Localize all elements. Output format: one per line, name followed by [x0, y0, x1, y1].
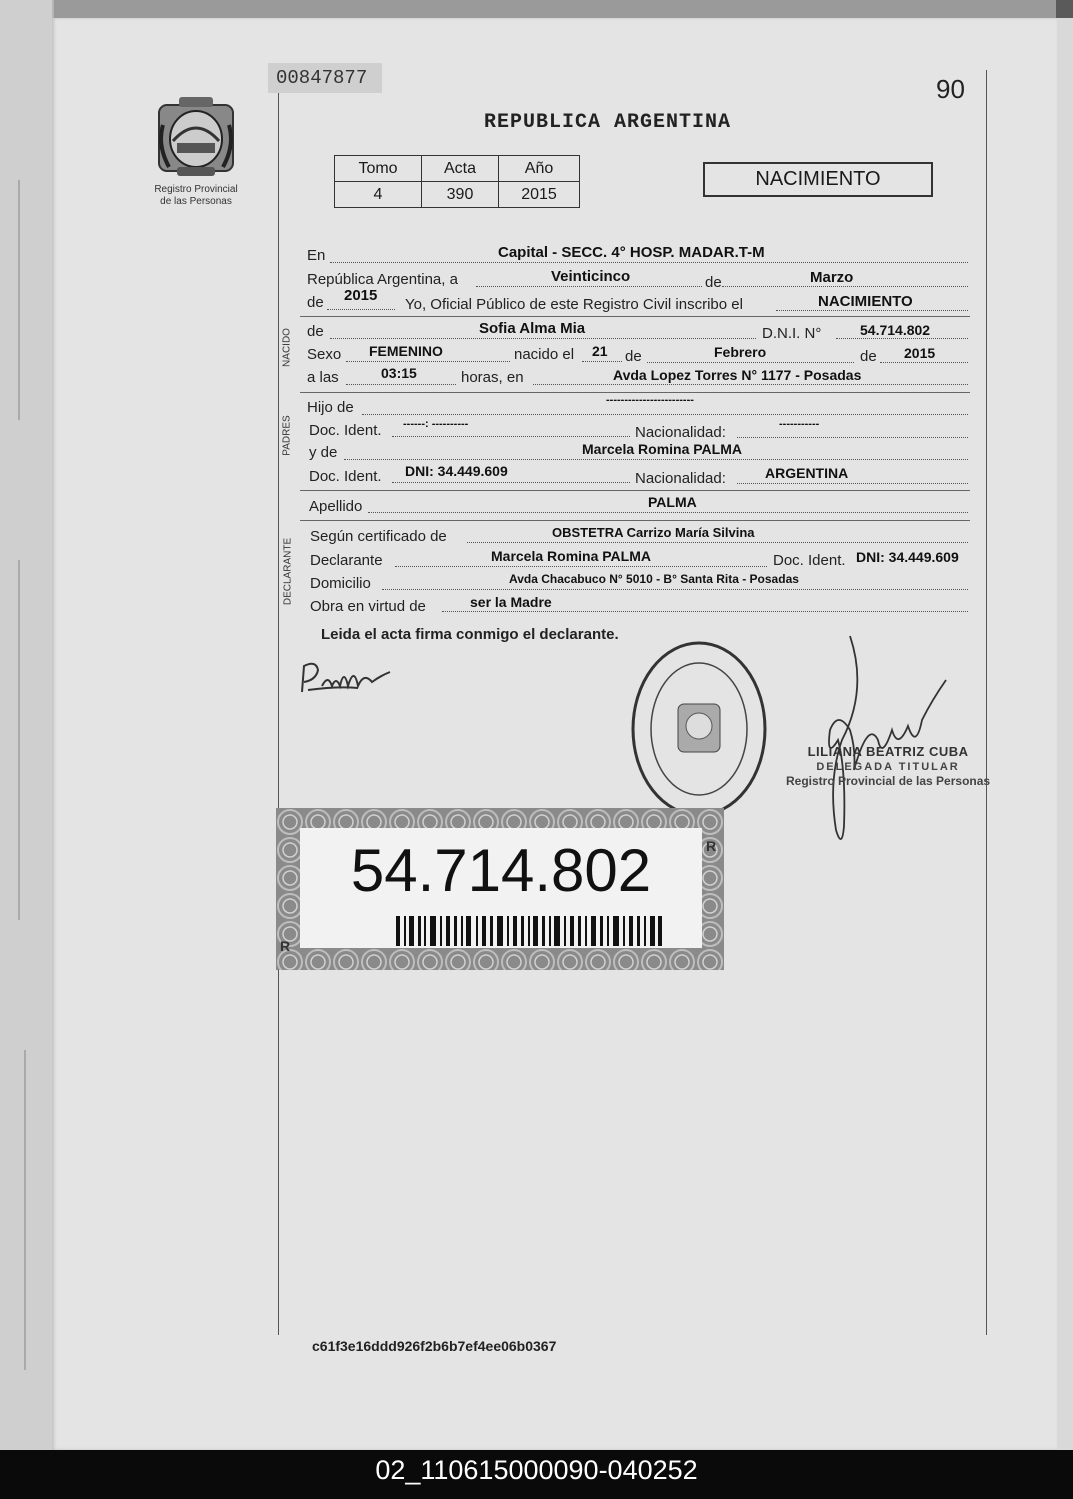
year-value: 2015 [344, 287, 378, 304]
horas-label: horas, en [461, 369, 524, 386]
inscribo-value: NACIMIENTO [818, 293, 913, 310]
official-block [786, 744, 990, 788]
official-signature [798, 630, 958, 850]
nac1-label: Nacionalidad: [635, 424, 726, 441]
doc2-value: DNI: 34.449.609 [405, 463, 508, 479]
registry-logo [146, 95, 246, 208]
side-label-declarante: DECLARANTE [282, 537, 294, 606]
left-page-edge [0, 0, 54, 1450]
document-title: REPUBLICA ARGENTINA [484, 111, 732, 134]
declarant-signature [298, 656, 398, 700]
dotted-line [776, 310, 968, 311]
dotted-line [395, 566, 767, 567]
section-divider [300, 316, 970, 317]
doc2-label: Doc. Ident. [309, 468, 382, 485]
republica-label: República Argentina, a [307, 271, 458, 288]
dotted-line [442, 611, 968, 612]
page-number: 90 [936, 74, 965, 104]
record-table [334, 155, 580, 208]
doc3-value: DNI: 34.449.609 [856, 549, 959, 565]
logo-caption-line2: de las Personas [160, 196, 232, 207]
declarante-value: Marcela Romina PALMA [491, 548, 651, 564]
dotted-line [722, 286, 968, 287]
table-header-tomo: Tomo [335, 156, 422, 182]
de3-label: de [860, 348, 877, 365]
official-seal [628, 636, 770, 822]
cert-value: OBSTETRA Carrizo María Silvina [552, 525, 755, 540]
dotted-line [392, 482, 630, 483]
day-words: Veinticinco [551, 268, 631, 285]
dotted-line [382, 589, 968, 590]
dotted-line [346, 361, 510, 362]
nac2-value: ARGENTINA [765, 465, 849, 481]
section-divider [300, 520, 970, 521]
sticker-letter-left: R [280, 938, 291, 954]
side-label-padres: PADRES [281, 415, 293, 456]
official-name: LILIANA BEATRIZ CUBA [807, 744, 969, 759]
dotted-line [737, 437, 968, 438]
doc1-label: Doc. Ident. [309, 422, 382, 439]
madre-name: Marcela Romina PALMA [582, 441, 742, 457]
official-office: Registro Provincial de las Personas [786, 774, 991, 788]
dotted-line [476, 286, 702, 287]
dni-value: 54.714.802 [860, 322, 931, 338]
de2-label: de [625, 348, 642, 365]
id-sticker [276, 808, 724, 970]
child-name: Sofia Alma Mia [479, 320, 586, 337]
apellido-label: Apellido [309, 498, 363, 515]
dni-label: D.N.I. N° [762, 325, 822, 342]
file-id-bar: 02_110615000090-040252 [0, 1450, 1073, 1499]
sticker-letter-right: R [706, 838, 717, 854]
serial-number: 00847877 [268, 63, 382, 93]
section-divider [300, 490, 970, 491]
birth-day: 21 [592, 343, 608, 359]
dotted-line [330, 262, 968, 263]
sexo-value: FEMENINO [369, 343, 443, 359]
left-rule [278, 70, 279, 1335]
dotted-line [392, 436, 630, 437]
lugar-value: Avda Lopez Torres N° 1177 - Posadas [613, 367, 862, 383]
dotted-line [368, 512, 968, 513]
logo-caption-line1: Registro Provincial [154, 184, 238, 195]
hijo-value: ------------------------ [606, 394, 694, 406]
nacido-label: nacido el [514, 346, 575, 363]
domicilio-label: Domicilio [310, 575, 371, 592]
domicilio-value: Avda Chacabuco N° 5010 - B° Santa Rita - Posadas [509, 572, 799, 586]
sticker-label [300, 828, 702, 948]
place-value: Capital - SECC. 4° HOSP. MADAR.T-M [498, 244, 765, 261]
hijo-label: Hijo de [307, 399, 354, 416]
alas-label: a las [307, 369, 339, 386]
dotted-line [344, 459, 968, 460]
apellido-value: PALMA [648, 494, 697, 510]
coat-of-arms-icon [155, 95, 237, 179]
dotted-line [467, 542, 968, 543]
birth-month: Febrero [714, 344, 767, 360]
de-label: de [705, 274, 722, 291]
official-role: DELEGADA TITULAR [816, 761, 960, 773]
sticker-number: 54.714.802 [350, 837, 652, 904]
dotted-line [327, 309, 395, 310]
doc3-label: Doc. Ident. [773, 552, 846, 569]
dotted-line [362, 414, 968, 415]
birth-year: 2015 [904, 345, 936, 361]
record-type-box: NACIMIENTO [703, 162, 933, 197]
nac2-label: Nacionalidad: [635, 470, 726, 487]
en-label: En [307, 247, 326, 264]
dotted-line [737, 483, 968, 484]
doc1-value: ------: ---------- [403, 418, 469, 430]
table-value-tomo: 4 [335, 182, 422, 208]
dotted-line [647, 362, 854, 363]
dotted-line [836, 338, 968, 339]
sexo-label: Sexo [307, 346, 342, 363]
dotted-line [330, 338, 756, 339]
table-header-ano: Año [499, 156, 580, 182]
side-label-nacido: NACIDO [281, 328, 293, 367]
hora-value: 03:15 [381, 365, 417, 381]
nac1-value: ----------- [779, 418, 820, 430]
year-prefix-label: de [307, 294, 324, 311]
closing-statement: Leida el acta firma conmigo el declarante. [321, 626, 619, 643]
right-rule [986, 70, 987, 1335]
dotted-line [880, 362, 968, 363]
declarante-label: Declarante [310, 552, 383, 569]
dotted-line [346, 384, 456, 385]
month-value: Marzo [810, 269, 854, 286]
table-header-acta: Acta [422, 156, 499, 182]
name-label: de [307, 323, 324, 340]
dotted-line [533, 384, 968, 385]
oficial-text: Yo, Oficial Público de este Registro Civil inscribo el [405, 296, 743, 313]
obra-label: Obra en virtud de [310, 598, 426, 615]
section-divider [300, 392, 970, 393]
table-value-acta: 390 [422, 182, 499, 208]
dotted-line [582, 361, 622, 362]
table-value-ano: 2015 [499, 182, 580, 208]
obra-value: ser la Madre [470, 594, 552, 610]
yde-label: y de [309, 444, 338, 461]
top-edge [0, 0, 1073, 18]
barcode-icon [396, 916, 662, 946]
document-hash: c61f3e16ddd926f2b6b7ef4ee06b0367 [312, 1338, 557, 1354]
cert-label: Según certificado de [310, 528, 447, 545]
